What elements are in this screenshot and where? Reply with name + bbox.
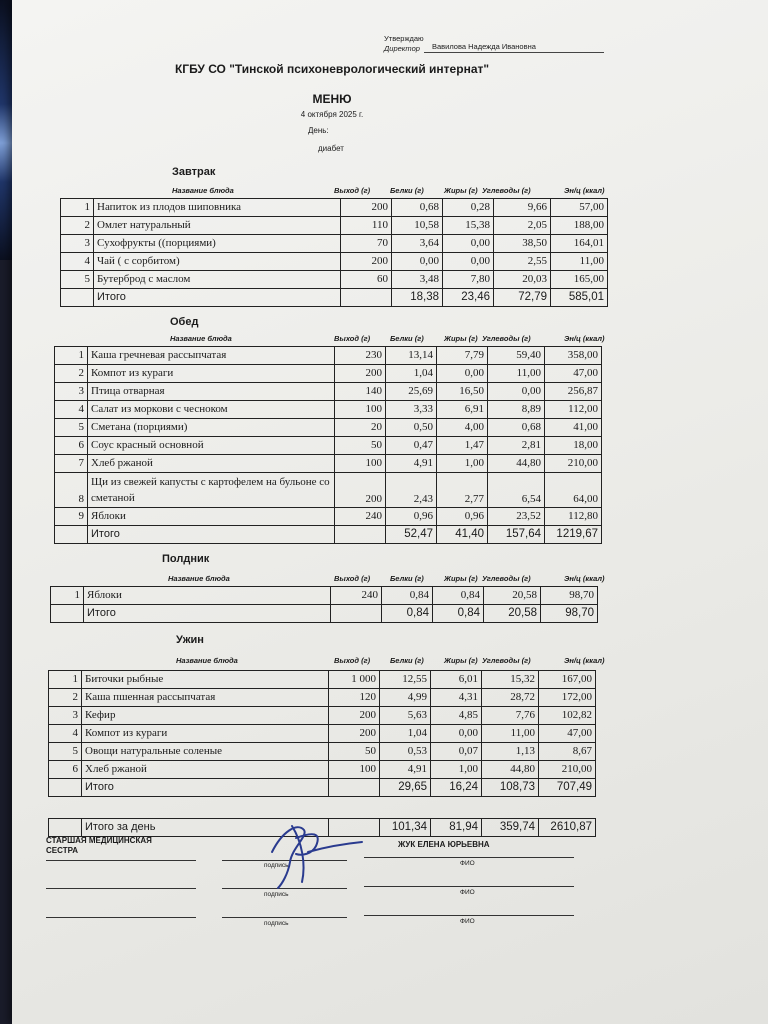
total-row xyxy=(51,605,598,623)
menu-date: 4 октября 2025 г. xyxy=(300,110,364,119)
column-header-kcal: Эн/ц (ккал) xyxy=(564,334,605,343)
portion-grams: 50 xyxy=(335,437,386,455)
dish-name: Каша пшенная рассыпчатая xyxy=(82,689,329,707)
row-number: 1 xyxy=(55,347,88,365)
name-line xyxy=(364,886,574,887)
protein: 0,68 xyxy=(392,199,443,217)
kcal: 164,01 xyxy=(551,235,608,253)
carbs: 2,81 xyxy=(488,437,545,455)
column-header-fat: Жиры (г) xyxy=(444,334,478,343)
approve-label: Утверждаю xyxy=(384,34,424,43)
total-carbs: 157,64 xyxy=(488,526,545,544)
dish-name: Яблоки xyxy=(88,508,335,526)
dish-name: Сметана (порциями) xyxy=(88,419,335,437)
column-header-name: Название блюда xyxy=(176,656,238,665)
column-header-fat: Жиры (г) xyxy=(444,656,478,665)
portion-grams: 200 xyxy=(335,473,386,508)
fat: 0,00 xyxy=(437,365,488,383)
table-row xyxy=(49,725,596,743)
table-cell xyxy=(51,605,84,623)
organization-name: КГБУ СО "Тинской психоневрологический интернат" xyxy=(174,62,490,76)
fat: 0,84 xyxy=(433,587,484,605)
protein: 0,96 xyxy=(386,508,437,526)
carbs: 2,55 xyxy=(494,253,551,271)
kcal: 188,00 xyxy=(551,217,608,235)
name-line xyxy=(364,857,574,858)
dish-name: Каша гречневая рассыпчатая xyxy=(88,347,335,365)
row-number: 5 xyxy=(49,743,82,761)
fat: 0,07 xyxy=(431,743,482,761)
column-header-fat: Жиры (г) xyxy=(444,574,478,583)
row-number: 4 xyxy=(55,401,88,419)
column-header-kcal: Эн/ц (ккал) xyxy=(564,574,605,583)
dish-name: Птица отварная xyxy=(88,383,335,401)
kcal: 102,82 xyxy=(539,707,596,725)
row-number: 2 xyxy=(55,365,88,383)
total-label: Итого xyxy=(94,289,341,307)
column-header-name: Название блюда xyxy=(168,574,230,583)
dish-name: Компот из кураги xyxy=(88,365,335,383)
table-row xyxy=(61,217,608,235)
row-number: 4 xyxy=(49,725,82,743)
total-label: Итого xyxy=(84,605,331,623)
fat: 0,00 xyxy=(431,725,482,743)
dish-name: Салат из моркови с чесноком xyxy=(88,401,335,419)
table-row xyxy=(49,743,596,761)
total-fat: 41,40 xyxy=(437,526,488,544)
meal-table xyxy=(60,198,608,307)
total-carbs: 72,79 xyxy=(494,289,551,307)
protein: 3,48 xyxy=(392,271,443,289)
carbs: 23,52 xyxy=(488,508,545,526)
fat: 4,85 xyxy=(431,707,482,725)
carbs: 0,00 xyxy=(488,383,545,401)
row-number: 7 xyxy=(55,455,88,473)
fat: 6,91 xyxy=(437,401,488,419)
dish-name: Напиток из плодов шиповника xyxy=(94,199,341,217)
position-line xyxy=(46,860,196,861)
total-carbs: 108,73 xyxy=(482,779,539,797)
fat: 0,96 xyxy=(437,508,488,526)
meal-section-title: Обед xyxy=(170,316,199,328)
fat: 1,00 xyxy=(437,455,488,473)
kcal: 112,00 xyxy=(545,401,602,419)
portion-grams: 140 xyxy=(335,383,386,401)
fat: 4,31 xyxy=(431,689,482,707)
carbs: 7,76 xyxy=(482,707,539,725)
name-line xyxy=(364,915,574,916)
table-row xyxy=(55,347,602,365)
director-name: Вавилова Надежда Ивановна xyxy=(432,42,536,51)
protein: 0,47 xyxy=(386,437,437,455)
column-header-carb: Углеводы (г) xyxy=(482,186,531,195)
protein: 2,43 xyxy=(386,473,437,508)
portion-grams: 200 xyxy=(335,365,386,383)
table-row xyxy=(49,671,596,689)
carbs: 1,13 xyxy=(482,743,539,761)
dish-name: Яблоки xyxy=(84,587,331,605)
total-kcal: 707,49 xyxy=(539,779,596,797)
row-number: 6 xyxy=(49,761,82,779)
portion-grams: 100 xyxy=(329,761,380,779)
dish-name: Хлеб ржаной xyxy=(82,761,329,779)
table-cell xyxy=(49,779,82,797)
column-header-out: Выход (г) xyxy=(334,334,371,343)
carbs: 28,72 xyxy=(482,689,539,707)
column-header-carb: Углеводы (г) xyxy=(482,334,531,343)
kcal: 358,00 xyxy=(545,347,602,365)
table-row xyxy=(55,455,602,473)
protein: 4,99 xyxy=(380,689,431,707)
row-number: 1 xyxy=(61,199,94,217)
meal-section-title: Ужин xyxy=(176,634,204,646)
director-label: Директор xyxy=(384,44,420,53)
day-label: День: xyxy=(308,126,329,135)
meal-section-title: Завтрак xyxy=(172,166,216,178)
total-protein: 52,47 xyxy=(386,526,437,544)
portion-grams: 200 xyxy=(341,199,392,217)
table-row xyxy=(61,271,608,289)
dish-name: Овощи натуральные соленые xyxy=(82,743,329,761)
table-row xyxy=(61,235,608,253)
total-row xyxy=(55,526,602,544)
carbs: 6,54 xyxy=(488,473,545,508)
fat: 2,77 xyxy=(437,473,488,508)
dish-name: Соус красный основной xyxy=(88,437,335,455)
column-header-kcal: Эн/ц (ккал) xyxy=(564,656,605,665)
carbs: 59,40 xyxy=(488,347,545,365)
row-number: 8 xyxy=(55,473,88,508)
fat: 7,80 xyxy=(443,271,494,289)
dish-name: Биточки рыбные xyxy=(82,671,329,689)
portion-grams: 200 xyxy=(329,725,380,743)
protein: 4,91 xyxy=(380,761,431,779)
carbs: 20,03 xyxy=(494,271,551,289)
table-row xyxy=(49,761,596,779)
protein: 1,04 xyxy=(386,365,437,383)
fat: 4,00 xyxy=(437,419,488,437)
table-cell xyxy=(49,819,82,837)
portion-grams: 100 xyxy=(335,401,386,419)
kcal: 98,70 xyxy=(541,587,598,605)
dish-name: Компот из кураги xyxy=(82,725,329,743)
protein: 10,58 xyxy=(392,217,443,235)
portion-grams: 240 xyxy=(331,587,382,605)
total-fat: 0,84 xyxy=(433,605,484,623)
kcal: 41,00 xyxy=(545,419,602,437)
total-protein: 0,84 xyxy=(382,605,433,623)
fat: 0,00 xyxy=(443,235,494,253)
table-row xyxy=(51,587,598,605)
fat: 0,28 xyxy=(443,199,494,217)
kcal: 64,00 xyxy=(545,473,602,508)
table-cell xyxy=(61,289,94,307)
fio-caption: ФИО xyxy=(460,918,475,925)
protein: 1,04 xyxy=(380,725,431,743)
row-number: 4 xyxy=(61,253,94,271)
meal-table xyxy=(50,586,598,623)
kcal: 11,00 xyxy=(551,253,608,271)
fat: 16,50 xyxy=(437,383,488,401)
total-fat: 16,24 xyxy=(431,779,482,797)
carbs: 38,50 xyxy=(494,235,551,253)
total-protein: 29,65 xyxy=(380,779,431,797)
portion-grams: 50 xyxy=(329,743,380,761)
table-row xyxy=(55,437,602,455)
day-total-kcal: 2610,87 xyxy=(539,819,596,837)
total-kcal: 1219,67 xyxy=(545,526,602,544)
column-header-fat: Жиры (г) xyxy=(444,186,478,195)
dish-name: Щи из свежей капусты с картофелем на бульоне со сметаной xyxy=(88,473,335,508)
table-cell xyxy=(55,526,88,544)
signature-caption: подпись xyxy=(264,862,289,869)
row-number: 2 xyxy=(49,689,82,707)
fat: 7,79 xyxy=(437,347,488,365)
kcal: 8,67 xyxy=(539,743,596,761)
column-header-prot: Белки (г) xyxy=(390,656,424,665)
table-row xyxy=(55,473,602,508)
table-row xyxy=(55,383,602,401)
table-row xyxy=(61,199,608,217)
table-row xyxy=(61,253,608,271)
portion-grams: 200 xyxy=(329,707,380,725)
carbs: 15,32 xyxy=(482,671,539,689)
column-header-out: Выход (г) xyxy=(334,186,371,195)
portion-grams: 230 xyxy=(335,347,386,365)
column-header-name: Название блюда xyxy=(172,186,234,195)
kcal: 256,87 xyxy=(545,383,602,401)
carbs: 44,80 xyxy=(488,455,545,473)
table-cell xyxy=(341,289,392,307)
protein: 5,63 xyxy=(380,707,431,725)
column-header-out: Выход (г) xyxy=(334,656,371,665)
portion-grams: 100 xyxy=(335,455,386,473)
dish-name: Чай ( с сорбитом) xyxy=(94,253,341,271)
protein: 3,33 xyxy=(386,401,437,419)
protein: 0,50 xyxy=(386,419,437,437)
column-header-prot: Белки (г) xyxy=(390,334,424,343)
column-header-prot: Белки (г) xyxy=(390,574,424,583)
total-label: Итого xyxy=(88,526,335,544)
total-row xyxy=(49,779,596,797)
column-header-out: Выход (г) xyxy=(334,574,371,583)
kcal: 165,00 xyxy=(551,271,608,289)
protein: 4,91 xyxy=(386,455,437,473)
total-protein: 18,38 xyxy=(392,289,443,307)
row-number: 3 xyxy=(49,707,82,725)
row-number: 6 xyxy=(55,437,88,455)
fat: 1,47 xyxy=(437,437,488,455)
row-number: 3 xyxy=(61,235,94,253)
signer-position: СТАРШАЯ МЕДИЦИНСКАЯ СЕСТРА xyxy=(46,836,152,855)
kcal: 167,00 xyxy=(539,671,596,689)
column-header-name: Название блюда xyxy=(170,334,232,343)
table-cell xyxy=(329,779,380,797)
total-kcal: 585,01 xyxy=(551,289,608,307)
portion-grams: 70 xyxy=(341,235,392,253)
row-number: 9 xyxy=(55,508,88,526)
position-line xyxy=(46,888,196,889)
meal-table xyxy=(54,346,602,544)
row-number: 5 xyxy=(61,271,94,289)
menu-document xyxy=(12,0,768,1024)
fat: 1,00 xyxy=(431,761,482,779)
total-row xyxy=(61,289,608,307)
table-row xyxy=(49,707,596,725)
kcal: 210,00 xyxy=(545,455,602,473)
carbs: 0,68 xyxy=(488,419,545,437)
signer-name: ЖУК ЕЛЕНА ЮРЬЕВНА xyxy=(398,840,490,849)
column-header-kcal: Эн/ц (ккал) xyxy=(564,186,605,195)
fio-caption: ФИО xyxy=(460,860,475,867)
protein: 0,00 xyxy=(392,253,443,271)
meal-table xyxy=(48,670,596,797)
total-fat: 23,46 xyxy=(443,289,494,307)
day-total-fat: 81,94 xyxy=(431,819,482,837)
table-cell xyxy=(335,526,386,544)
meal-section-title: Полдник xyxy=(162,553,210,565)
carbs: 2,05 xyxy=(494,217,551,235)
carbs: 20,58 xyxy=(484,587,541,605)
kcal: 18,00 xyxy=(545,437,602,455)
carbs: 9,66 xyxy=(494,199,551,217)
protein: 3,64 xyxy=(392,235,443,253)
portion-grams: 110 xyxy=(341,217,392,235)
table-row xyxy=(55,365,602,383)
row-number: 1 xyxy=(49,671,82,689)
dish-name: Кефир xyxy=(82,707,329,725)
kcal: 172,00 xyxy=(539,689,596,707)
signature-caption: подпись xyxy=(264,920,289,927)
column-header-carb: Углеводы (г) xyxy=(482,656,531,665)
row-number: 2 xyxy=(61,217,94,235)
kcal: 210,00 xyxy=(539,761,596,779)
total-kcal: 98,70 xyxy=(541,605,598,623)
kcal: 47,00 xyxy=(545,365,602,383)
dish-name: Хлеб ржаной xyxy=(88,455,335,473)
signature-line xyxy=(222,917,347,918)
fio-caption: ФИО xyxy=(460,889,475,896)
fat: 6,01 xyxy=(431,671,482,689)
row-number: 5 xyxy=(55,419,88,437)
column-header-prot: Белки (г) xyxy=(390,186,424,195)
portion-grams: 240 xyxy=(335,508,386,526)
carbs: 44,80 xyxy=(482,761,539,779)
portion-grams: 20 xyxy=(335,419,386,437)
dish-name: Сухофрукты ((порциями) xyxy=(94,235,341,253)
column-header-carb: Углеводы (г) xyxy=(482,574,531,583)
dish-name: Бутерброд с маслом xyxy=(94,271,341,289)
portion-grams: 1 000 xyxy=(329,671,380,689)
table-row xyxy=(55,419,602,437)
diet-type: диабет xyxy=(318,144,344,153)
kcal: 112,80 xyxy=(545,508,602,526)
protein: 0,53 xyxy=(380,743,431,761)
protein: 12,55 xyxy=(380,671,431,689)
kcal: 47,00 xyxy=(539,725,596,743)
page-title: МЕНЮ xyxy=(312,92,352,106)
protein: 25,69 xyxy=(386,383,437,401)
signature-caption: подпись xyxy=(264,891,289,898)
carbs: 11,00 xyxy=(482,725,539,743)
table-row xyxy=(49,689,596,707)
row-number: 1 xyxy=(51,587,84,605)
protein: 13,14 xyxy=(386,347,437,365)
table-row xyxy=(55,508,602,526)
fat: 0,00 xyxy=(443,253,494,271)
portion-grams: 60 xyxy=(341,271,392,289)
day-total-carbs: 359,74 xyxy=(482,819,539,837)
kcal: 57,00 xyxy=(551,199,608,217)
total-carbs: 20,58 xyxy=(484,605,541,623)
table-cell xyxy=(331,605,382,623)
protein: 0,84 xyxy=(382,587,433,605)
day-total-label: Итого за день xyxy=(82,819,329,837)
carbs: 11,00 xyxy=(488,365,545,383)
day-total-protein: 101,34 xyxy=(380,819,431,837)
dish-name: Омлет натуральный xyxy=(94,217,341,235)
row-number: 3 xyxy=(55,383,88,401)
handwritten-signature xyxy=(252,812,372,892)
total-label: Итого xyxy=(82,779,329,797)
position-line xyxy=(46,917,196,918)
carbs: 8,89 xyxy=(488,401,545,419)
fat: 15,38 xyxy=(443,217,494,235)
portion-grams: 200 xyxy=(341,253,392,271)
portion-grams: 120 xyxy=(329,689,380,707)
table-row xyxy=(55,401,602,419)
director-signature-line xyxy=(424,52,604,53)
